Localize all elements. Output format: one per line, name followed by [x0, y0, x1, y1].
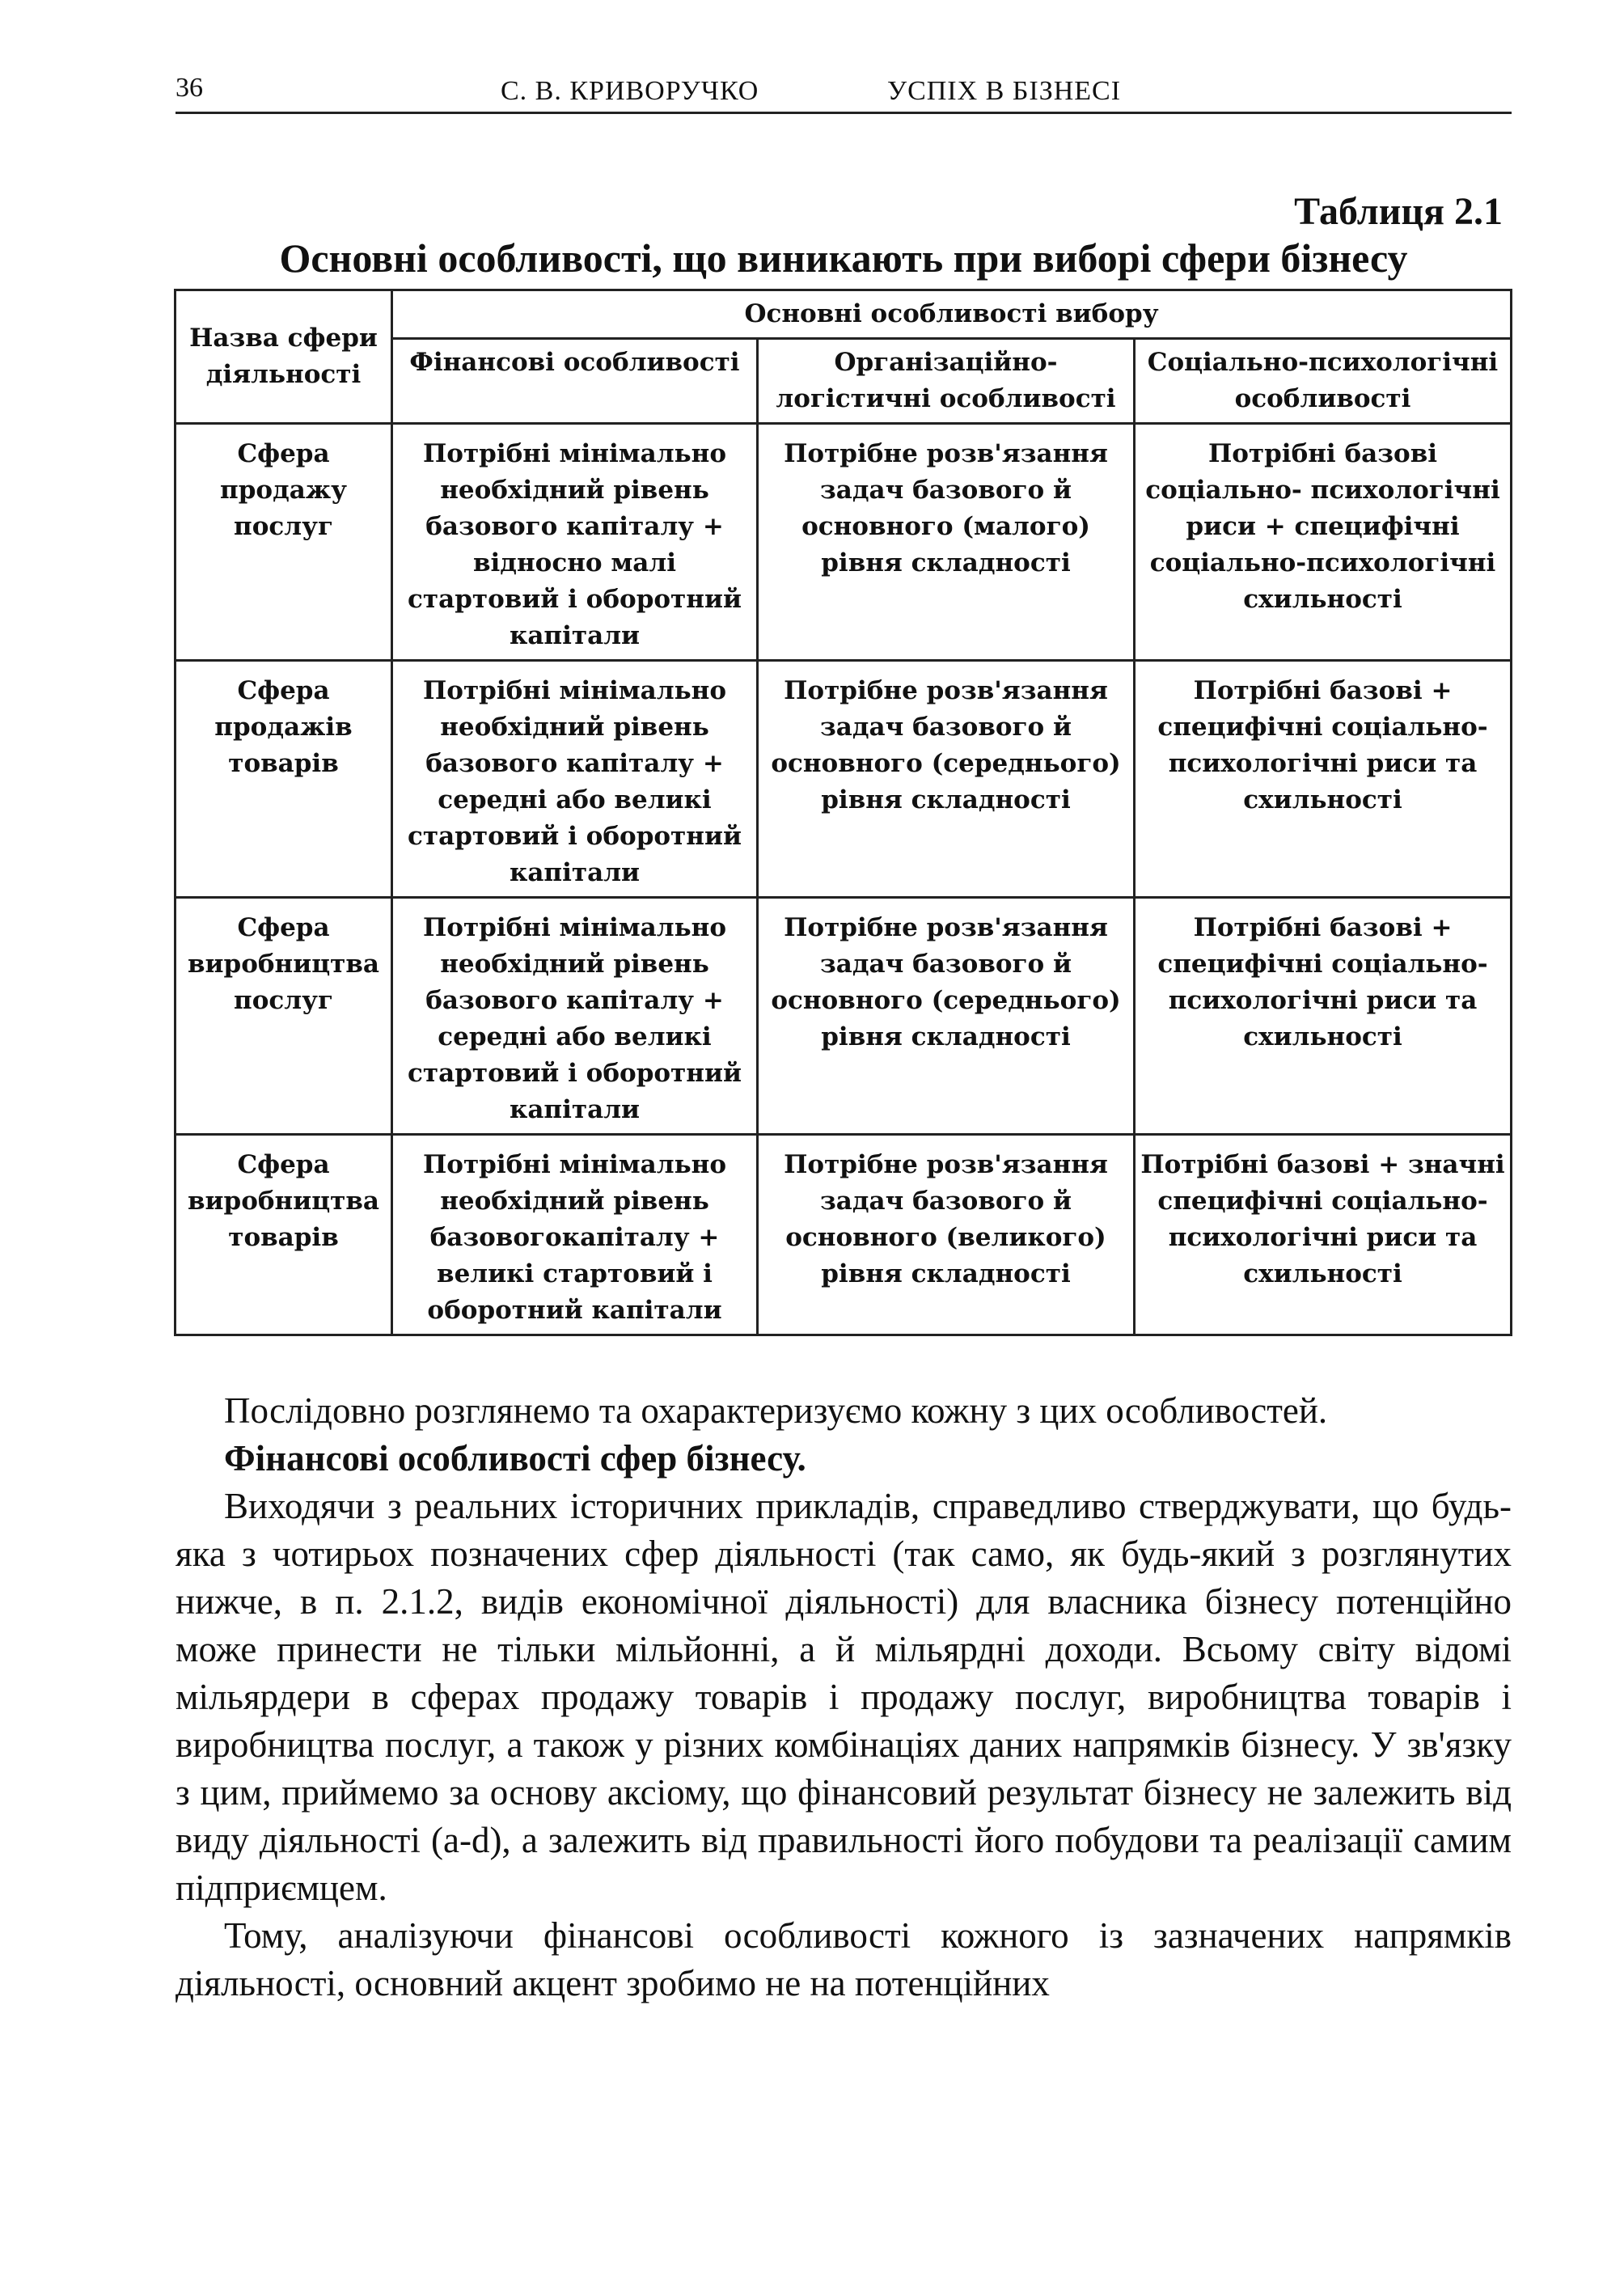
organizational-cell: Потрібне розв'язання задач базового й основного (середнього) рівня складності: [758, 661, 1135, 898]
financial-cell: Потрібні мінімально необхідний рівень базового капіталу + відносно малі стартовий і оборотний капітали: [392, 424, 758, 661]
row-header-cell: Назва сфери діяльності: [176, 290, 392, 424]
financial-cell: Потрібні мінімально необхідний рівень базового капіталу + середні або великі стартовий і оборотний капітали: [392, 661, 758, 898]
organizational-cell: Потрібне розв'язання задач базового й основного (середнього) рівня складності: [758, 898, 1135, 1135]
social-cell: Потрібні базові соціально- психологічні риси + специфічні соціально-психологічні схильності: [1135, 424, 1512, 661]
social-cell: Потрібні базові + специфічні соціально-психологічні риси та схильності: [1135, 661, 1512, 898]
organizational-cell: Потрібне розв'язання задач базового й основного (великого) рівня складності: [758, 1135, 1135, 1335]
features-table: [174, 289, 1512, 1336]
column-header-financial: Фінансові особливості: [392, 339, 758, 424]
column-header-social: Соціально-психологічні особливості: [1135, 339, 1512, 424]
financial-cell: Потрібні мінімально необхідний рівень базового капіталу + середні або великі стартовий і оборотний капітали: [392, 898, 758, 1135]
table-title: Основні особливості, що виникають при виборі сфери бізнесу: [279, 235, 1408, 281]
running-header-author: С. В. КРИВОРУЧКО: [501, 76, 759, 106]
row-name-cell: Сфера продажів товарів: [176, 661, 392, 898]
page-number: 36: [176, 73, 203, 103]
section-heading: Фінансові особливості сфер бізнесу.: [224, 1438, 806, 1479]
row-name-cell: Сфера виробництва товарів: [176, 1135, 392, 1335]
paragraph: Виходячи з реальних історичних прикладів, справедливо стверджувати, що будь-яка з чотирьох позначених сфер діяльності (так само, як будь-який з розглянутих нижче, в п. 2.1.2, видів економічної діяльності) для власника бізнесу потенційно може принести не тільки мільйонні, а й мільярдні доходи. Всьому світу відомі мільярдери в сферах продажу товарів і продажу послуг, виробництва товарів і виробництва послуг, а також у різних комбінаціях даних напрямків бізнесу. У зв'язку з цим, приймемо за основу аксіому, що фінансовий результат бізнесу не залежить від виду діяльності (a-d), а залежить від правильності його побудови та реалізації самим підприємцем.: [176, 1486, 1512, 1908]
paragraph: Тому, аналізуючи фінансові особливості кожного із зазначених напрямків діяльності, основний акцент зробимо не на потенційних: [176, 1915, 1512, 2003]
table-label: Таблиця 2.1: [1294, 190, 1503, 233]
table-row: [176, 661, 1512, 898]
social-cell: Потрібні базові + специфічні соціально-психологічні риси та схильності: [1135, 898, 1512, 1135]
running-header: [176, 71, 1512, 114]
table-row: [176, 424, 1512, 661]
running-header-book-title: УСПІХ В БІЗНЕСІ: [887, 76, 1122, 106]
row-name-cell: Сфера продажу послуг: [176, 424, 392, 661]
table-header-row: [176, 290, 1512, 339]
row-name-cell: Сфера виробництва послуг: [176, 898, 392, 1135]
table-row: [176, 898, 1512, 1135]
social-cell: Потрібні базові + значні специфічні соціально-психологічні риси та схильності: [1135, 1135, 1512, 1335]
organizational-cell: Потрібне розв'язання задач базового й основного (малого) рівня складності: [758, 424, 1135, 661]
financial-cell: Потрібні мінімально необхідний рівень базовогокапіталу + великі стартовий і оборотний капітали: [392, 1135, 758, 1335]
body-text: [176, 1387, 1512, 2007]
column-group-header: Основні особливості вибору: [392, 290, 1512, 339]
column-header-organizational: Організаційно-логістичні особливості: [758, 339, 1135, 424]
paragraph: Послідовно розглянемо та охарактеризуємо кожну з цих особливостей.: [224, 1390, 1328, 1431]
table-row: [176, 1135, 1512, 1335]
